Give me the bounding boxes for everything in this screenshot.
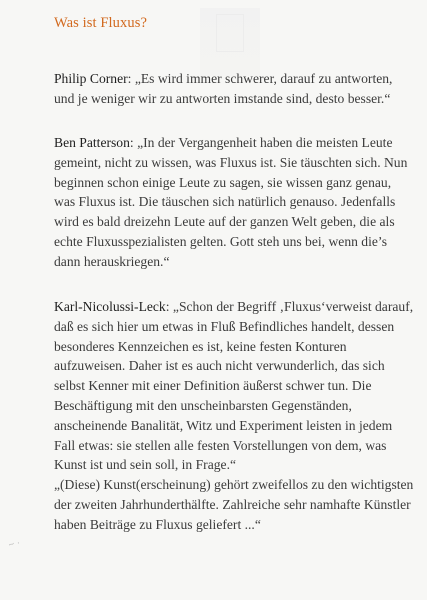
quote-karl-nicolussi-leck: Karl-Nicolussi-Leck: „Schon der Begriff ‚Fluxus‘verweist darauf, daß es sich hier um etwas in Fluß Befindliches handelt, dessen besonderes Kennzeichen es ist, keine festen Konturen aufzuweisen. Daher ist es auch nicht verwunderlich, das sich selbst Kenner mit einer Definition äußerst schwer tun. Die Beschäftigung mit den unscheinbarsten Gegenständen, anscheinende Banalität, Witz und Experiment leisten in jedem Fall etwas: sie stellen alle festen Vorstellungen von dem, was Kunst ist und sein soll, in Frage.“ „(Diese) Kunst(erscheinung) gehört zweifellos zu den wichtigsten der zweiten Jahrhunderthälfte. Zahlreiche sehr namhafte Künstler haben Beiträge zu Fluxus geliefert ...“ (54, 299, 414, 532)
page-heading: Was ist Fluxus? (54, 15, 147, 31)
speaker-name: Philip Corner (54, 71, 128, 86)
quote-philip-corner: Philip Corner: „Es wird immer schwerer, darauf zu antworten, und je weniger wir zu antworten imstande sind, desto besser.“ (54, 71, 393, 106)
quote-text: „Schon der Begriff ‚Fluxus‘verweist darauf, daß es sich hier um etwas in Fluß Befindliches handelt, dessen besonderes Kennzeichen es ist, keine festen Konturen aufzuweisen. Daher ist es auch nicht verwunderlich, das sich selbst Kenner mit einer Definition äußerst schwer tun. Die Beschäftigung mit den unscheinbarsten Gegenständen, anscheinende Banalität, Witz und Experiment leisten in jedem Fall etwas: sie stellen alle festen Vorstellungen von dem, was Kunst ist und sein soll, in Frage.“ (54, 299, 414, 473)
quote-continuation: „(Diese) Kunst(erscheinung) gehört zweifellos zu den wichtigsten der zweiten Jahrhunderthälfte. Zahlreiche sehr namhafte Künstler haben Beiträge zu Fluxus geliefert ...“ (54, 477, 414, 532)
speaker-name: Karl-Nicolussi-Leck (54, 299, 166, 314)
quote-ben-patterson: Ben Patterson: „In der Vergangenheit haben die meisten Leute gemeint, nicht zu wissen, was Fluxus ist. Sie täuschten sich. Nun beginnen schon einige Leute zu sagen, sie wissen ganz genau, was Fluxus ist. Die täuschen sich natürlich genauso. Jedenfalls wird es bald dreizehn Leute auf der ganzen Welt geben, die als echte Fluxusspezialisten gelten. Gott steh uns bei, wenn die’s dann herauskriegen.“ (54, 135, 408, 269)
quote-text: „In der Vergangenheit haben die meisten Leute gemeint, nicht zu wissen, was Fluxus ist. Sie täuschten sich. Nun beginnen schon einige Leute zu sagen, sie wissen ganz genau, was Fluxus ist. Die täuschen sich natürlich genauso. Jedenfalls wird es bald dreizehn Leute auf der ganzen Welt geben, die als echte Fluxusspezialisten gelten. Gott steh uns bei, wenn die’s dann herauskriegen.“ (54, 135, 408, 269)
show-through-figure (216, 14, 244, 52)
quote-text: „Es wird immer schwerer, darauf zu antworten, und je weniger wir zu antworten imstande sind, desto besser.“ (54, 71, 393, 106)
speaker-name: Ben Patterson (54, 135, 130, 150)
pencil-mark: ~ ⸳ (6, 537, 21, 550)
